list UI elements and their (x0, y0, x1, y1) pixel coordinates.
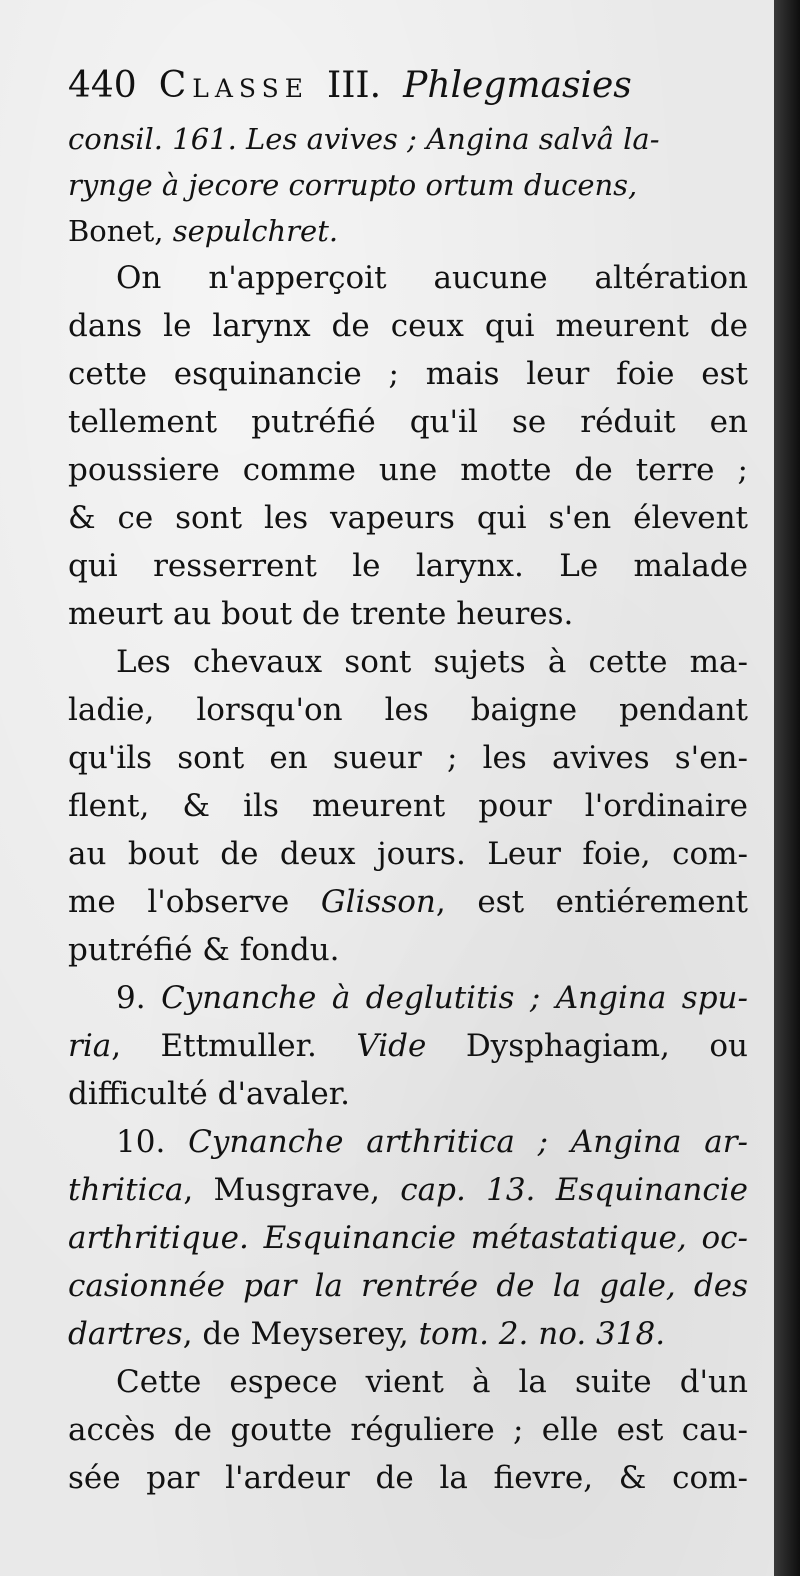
text-line: ladie, lorsqu'on les baigne pendant (68, 692, 748, 728)
ref-line: rynge à jecore corrupto ortum ducens, (68, 168, 638, 202)
text-line: arthritique. Esquinancie métastatique, oc- (68, 1220, 748, 1256)
text-line: qu'ils sont en sueur ; les avives s'en- (68, 740, 748, 776)
running-title: Phlegmasies (403, 65, 632, 106)
ref-line-part: Bonet, (68, 214, 173, 248)
page-content (68, 58, 748, 1502)
page-binding-shadow (774, 0, 800, 1576)
page-number: 440 (68, 65, 137, 106)
ref-line (68, 116, 748, 162)
text-part: , de Meyserey, (182, 1316, 419, 1352)
text-line: casionnée par la rentrée de la gale, des (68, 1268, 748, 1304)
text-line: au bout de deux jours. Leur foie, com- (68, 836, 748, 872)
text-part: Glisson (320, 884, 436, 920)
text-part: cap. 13. Esquinancie (400, 1172, 748, 1208)
text-line: flent, & ils meurent pour l'ordinaire (68, 788, 748, 824)
text-part: , Ettmuller. (111, 1028, 357, 1064)
text-line: putréfié & fondu. (68, 932, 340, 968)
text-part: 9. (116, 980, 162, 1016)
text-line (68, 1166, 748, 1214)
text-line: difficulté d'avaler. (68, 1076, 350, 1112)
text-line: qui resserrent le larynx. Le malade (68, 548, 748, 584)
paragraph-5 (68, 1358, 748, 1502)
paragraph-3 (68, 974, 748, 1118)
text-part: Cynanche à deglutitis ; Angina spu- (161, 980, 748, 1016)
text-line (68, 974, 748, 1022)
reference-continuation (68, 116, 748, 254)
text-line: accès de goutte réguliere ; elle est cau- (68, 1412, 748, 1448)
running-header (68, 58, 748, 114)
text-line (68, 1118, 748, 1166)
text-part: dartres (68, 1316, 183, 1352)
text-line: cette esquinancie ; mais leur foie est (68, 356, 748, 392)
text-part: ria (68, 1028, 112, 1064)
ref-line-part: sepulchret. (172, 214, 339, 248)
text-part: me l'observe (68, 884, 321, 920)
text-part: tom. 2. no. 318. (418, 1316, 666, 1352)
text-line (68, 878, 748, 926)
text-part: , Musgrave, (183, 1172, 401, 1208)
text-part: 10. (116, 1124, 189, 1160)
text-line: tellement putréfié qu'il se réduit en (68, 404, 748, 440)
ref-line-part: consil. 161. (68, 122, 237, 156)
text-line: & ce sont les vapeurs qui s'en élevent (68, 500, 748, 536)
text-part: thritica (68, 1172, 184, 1208)
text-line: meurt au bout de trente heures. (68, 596, 574, 632)
paragraph-2 (68, 638, 748, 974)
text-line: Cette espece vient à la suite d'un (116, 1364, 748, 1400)
paragraph-4 (68, 1118, 748, 1358)
class-numeral: III. (326, 65, 382, 106)
ref-line (68, 208, 748, 254)
ref-line-part: Les avives ; Angina salvâ la- (236, 122, 660, 156)
text-line: On n'apperçoit aucune altération (116, 260, 748, 296)
text-line (68, 1310, 748, 1358)
text-line: Les chevaux sont sujets à cette ma- (116, 644, 748, 680)
text-part: Cynanche arthritica ; Angina ar- (188, 1124, 749, 1160)
text-part: Dysphagiam, ou (426, 1028, 748, 1064)
class-label: Classe (158, 65, 309, 106)
text-part: , est entiérement (435, 884, 748, 920)
text-line: dans le larynx de ceux qui meurent de (68, 308, 748, 344)
text-line: sée par l'ardeur de la fievre, & com- (68, 1460, 748, 1496)
text-line: poussiere comme une motte de terre ; (68, 452, 748, 488)
text-part: Vide (356, 1028, 427, 1064)
text-line (68, 1022, 748, 1070)
paragraph-1 (68, 254, 748, 638)
